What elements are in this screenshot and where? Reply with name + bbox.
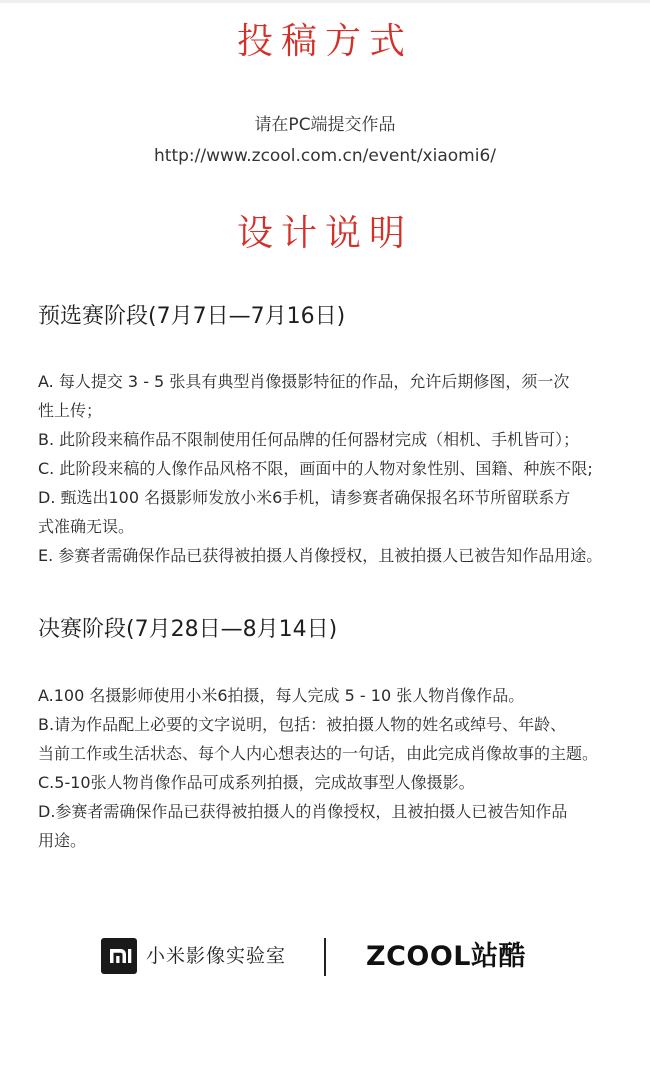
final-rule-line: B.请为作品配上必要的文字说明，包括：被拍摄人物的姓名或绰号、年龄、 xyxy=(38,715,567,734)
prelim-rule-line: E. 参赛者需确保作品已获得被拍摄人肖像授权，且被拍摄人已被告知作品用途。 xyxy=(38,546,603,565)
footer-divider xyxy=(324,938,326,976)
prelim-rule-line: 式准确无误。 xyxy=(38,517,135,536)
prelim-rule-line: B. 此阶段来稿作品不限制使用任何品牌的任何器材完成（相机、手机皆可）； xyxy=(38,430,580,449)
prelim-rules xyxy=(38,367,618,570)
final-rule-line: C.5-10张人物肖像作品可成系列拍摄，完成故事型人像摄影。 xyxy=(38,773,475,792)
mi-logo-icon xyxy=(101,938,137,974)
final-section-title: 决赛阶段(7月28日—8月14日) xyxy=(38,617,338,642)
final-rule-line: 当前工作或生活状态、每个人内心想表达的一句话，由此完成肖像故事的主题。 xyxy=(38,744,599,763)
prelim-rule-line: 性上传； xyxy=(38,401,103,420)
submission-heading: 投稿方式 xyxy=(236,21,413,62)
final-rule-line: A.100 名摄影师使用小米6拍摄，每人完成 5 - 10 张人物肖像作品。 xyxy=(38,686,525,705)
submission-instruction: 请在PC端提交作品 xyxy=(254,115,396,135)
mi-brand-name: 小米影像实验室 xyxy=(146,945,287,967)
top-divider xyxy=(0,0,650,3)
prelim-rule-line: C. 此阶段来稿的人像作品风格不限，画面中的人物对象性别、国籍、种族不限; xyxy=(38,459,593,478)
footer-logos xyxy=(0,938,650,978)
prelim-rule-line: D. 甄选出100 名摄影师发放小米6手机，请参赛者确保报名环节所留联系方 xyxy=(38,488,571,507)
submission-url-link[interactable]: http://www.zcool.com.cn/event/xiaomi6/ xyxy=(154,146,496,166)
prelim-section-title: 预选赛阶段(7月7日—7月16日) xyxy=(38,304,346,329)
final-rule-line: D.参赛者需确保作品已获得被拍摄人的肖像授权，且被拍摄人已被告知作品 xyxy=(38,802,568,821)
final-rule-line: 用途。 xyxy=(38,831,87,850)
zcool-logo: ZCOOL站酷 xyxy=(366,941,527,972)
design-heading: 设计说明 xyxy=(236,213,413,254)
prelim-rule-line: A. 每人提交 3 - 5 张具有典型肖像摄影特征的作品，允许后期修图，须一次 xyxy=(38,372,570,391)
final-rules xyxy=(38,681,618,855)
